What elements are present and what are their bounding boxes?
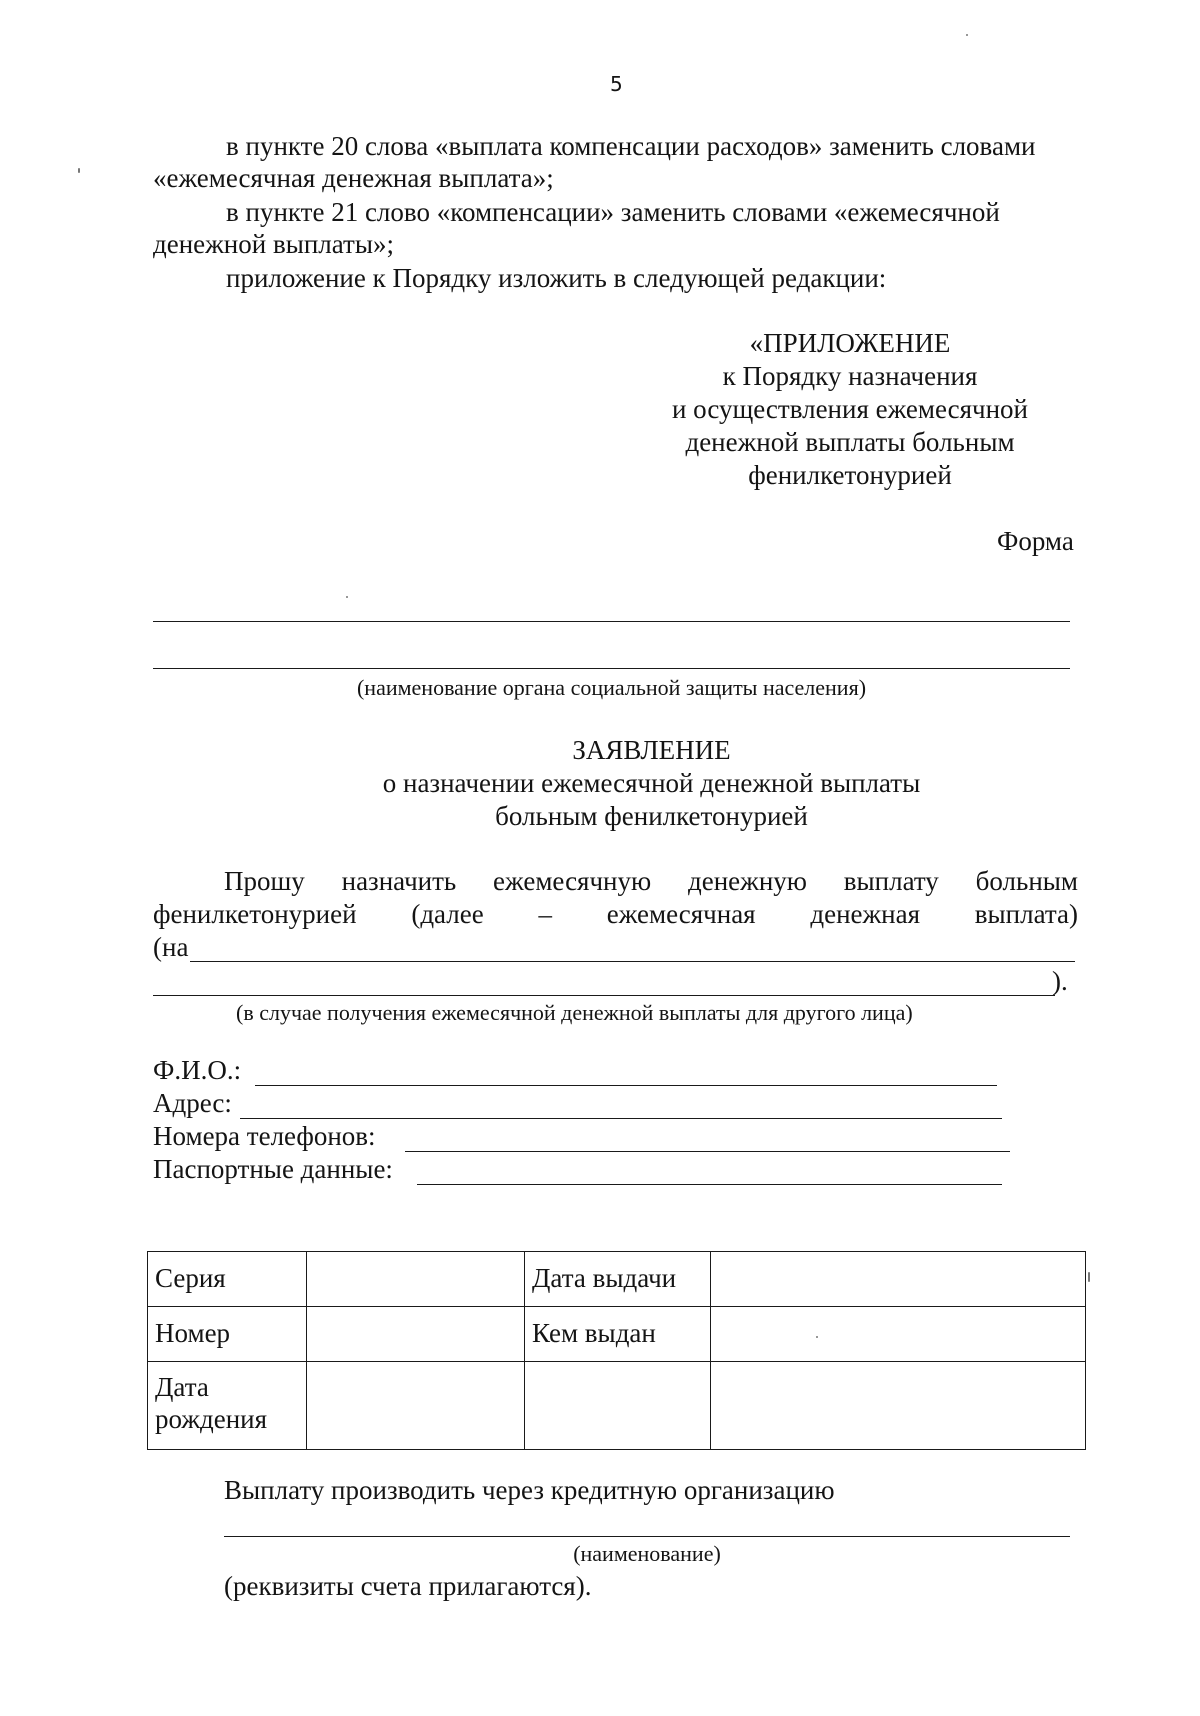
credit-organization-line bbox=[224, 1536, 1070, 1537]
phones-field-line bbox=[405, 1151, 1010, 1152]
scan-speck bbox=[346, 596, 348, 598]
table-row bbox=[148, 1252, 1086, 1307]
statement-subtitle-2: больным фенилкетонурией bbox=[495, 801, 808, 831]
birth-date-label bbox=[148, 1362, 307, 1450]
number-label: Номер bbox=[148, 1307, 307, 1362]
empty-cell bbox=[711, 1362, 1086, 1450]
credit-organization-caption: (наименование) bbox=[573, 1541, 721, 1566]
series-value-cell bbox=[307, 1252, 525, 1307]
amendment-appendix: приложение к Порядку изложить в следующей редакции: bbox=[226, 263, 887, 293]
passport-table bbox=[147, 1251, 1086, 1450]
scan-speck bbox=[1088, 1272, 1090, 1282]
amendment-point-21-line1: в пункте 21 слово «компенсации» заменить словами «ежемесячной bbox=[226, 197, 1000, 227]
birth-date-label-line2: рождения bbox=[155, 1403, 268, 1434]
statement-title: ЗАЯВЛЕНИЕ bbox=[572, 735, 731, 765]
form-label: Форма bbox=[997, 526, 1074, 556]
appendix-header-line4: денежной выплаты больным bbox=[685, 427, 1015, 457]
request-caption: (в случае получения ежемесячной денежной выплаты для другого лица) bbox=[236, 1000, 913, 1025]
amendment-point-21-line2: денежной выплаты»; bbox=[153, 229, 394, 259]
scan-speck bbox=[966, 34, 968, 36]
issued-by-label: Кем выдан bbox=[525, 1307, 711, 1362]
issue-date-label: Дата выдачи bbox=[525, 1252, 711, 1307]
table-row bbox=[148, 1307, 1086, 1362]
scan-speck bbox=[78, 168, 80, 173]
passport-label: Паспортные данные: bbox=[153, 1154, 393, 1184]
empty-cell bbox=[525, 1362, 711, 1450]
amendment-point-20-line1: в пункте 20 слова «выплата компенсации расходов» заменить словами bbox=[226, 131, 1036, 161]
request-recipient-line-2 bbox=[153, 995, 1055, 996]
address-field-line bbox=[240, 1118, 1002, 1119]
series-label: Серия bbox=[148, 1252, 307, 1307]
request-line-1: Прошу назначить ежемесячную денежную выплату больным bbox=[224, 866, 1078, 896]
issue-date-value-cell bbox=[711, 1252, 1086, 1307]
page-number: 5 bbox=[610, 72, 623, 96]
statement-subtitle-1: о назначении ежемесячной денежной выплаты bbox=[382, 768, 921, 798]
table-row bbox=[148, 1362, 1086, 1450]
fio-label: Ф.И.О.: bbox=[153, 1055, 242, 1085]
account-details-note: (реквизиты счета прилагаются). bbox=[224, 1571, 592, 1601]
phones-label: Номера телефонов: bbox=[153, 1121, 376, 1151]
appendix-header-line3: и осуществления ежемесячной bbox=[671, 394, 1029, 424]
birth-date-label-line1: Дата bbox=[155, 1372, 209, 1402]
request-line-2: фенилкетонурией (далее – ежемесячная денежная выплата) bbox=[153, 899, 1078, 929]
appendix-header-title: «ПРИЛОЖЕНИЕ bbox=[749, 328, 951, 358]
payment-text: Выплату производить через кредитную организацию bbox=[224, 1475, 835, 1505]
authority-name-line-1 bbox=[153, 621, 1070, 622]
birth-date-value-cell bbox=[307, 1362, 525, 1450]
amendment-point-20-line2: «ежемесячная денежная выплата»; bbox=[153, 163, 554, 193]
address-label: Адрес: bbox=[153, 1088, 232, 1118]
request-line-3-prefix: (на bbox=[153, 932, 189, 962]
scan-speck bbox=[816, 1336, 818, 1338]
appendix-header-line2: к Порядку назначения bbox=[722, 361, 978, 391]
request-recipient-line-1 bbox=[190, 961, 1075, 962]
appendix-header-line5: фенилкетонурией bbox=[748, 460, 952, 490]
issued-by-value-cell bbox=[711, 1307, 1086, 1362]
request-line-4-suffix: ). bbox=[1052, 966, 1068, 996]
fio-field-line bbox=[255, 1085, 997, 1086]
authority-caption: (наименование органа социальной защиты населения) bbox=[356, 675, 867, 700]
authority-name-line-2 bbox=[153, 668, 1070, 669]
number-value-cell bbox=[307, 1307, 525, 1362]
passport-field-line bbox=[417, 1184, 1002, 1185]
